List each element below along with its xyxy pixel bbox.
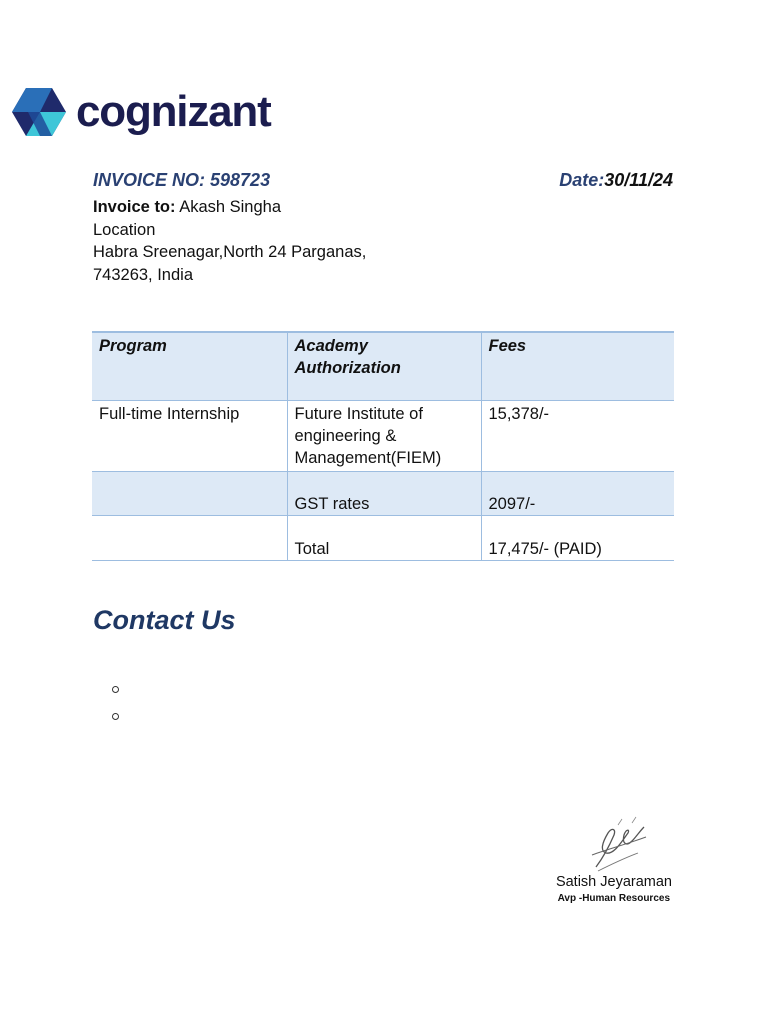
billing-address: [93, 196, 366, 287]
cell-program: [92, 471, 287, 515]
signatory-name: Satish Jeyaraman: [555, 874, 672, 890]
cell-fees: 2097/-: [481, 471, 674, 515]
circle-bullet-icon: [112, 686, 119, 693]
table-row: [92, 515, 674, 560]
cell-authorization: Future Institute of engineering & Management(FIEM): [287, 400, 481, 471]
header-program: Program: [92, 332, 287, 400]
cell-authorization: GST rates: [287, 471, 481, 515]
invoice-date-label: Date:: [559, 170, 605, 190]
cell-program: [92, 515, 287, 560]
table-row: [92, 471, 674, 515]
company-wordmark: cognizant: [76, 87, 271, 136]
table-header-row: [92, 332, 674, 400]
location-label: Location: [93, 220, 156, 239]
contact-list: [112, 676, 119, 730]
header-academy-authorization: Academy Authorization: [287, 332, 481, 400]
invoice-to-name: Akash Singha: [175, 198, 282, 216]
invoice-number: INVOICE NO: 598723: [93, 170, 271, 190]
cell-fees: 15,378/-: [481, 400, 674, 471]
company-logo: [10, 86, 271, 138]
cell-program: Full-time Internship: [92, 400, 287, 471]
list-item: [112, 676, 119, 703]
address-line-2: 743263, India: [93, 266, 194, 285]
signatory-role: Avp -Human Resources: [557, 893, 670, 904]
table-row: [92, 400, 674, 471]
signature-image: [588, 815, 650, 875]
cell-authorization: Total: [287, 515, 481, 560]
circle-bullet-icon: [112, 713, 119, 720]
address-line-1: Habra Sreenagar,North 24 Parganas,: [93, 243, 367, 262]
cell-fees: 17,475/- (PAID): [481, 515, 674, 560]
invoice-to-line: [93, 196, 366, 219]
invoice-to-label: Invoice to:: [93, 198, 176, 216]
header-fees: Fees: [481, 332, 674, 400]
cognizant-logo-icon: [10, 86, 68, 138]
invoice-date-value: 30/11/24: [604, 170, 673, 190]
fees-table: [92, 331, 674, 561]
list-item: [112, 703, 119, 730]
invoice-date: [559, 170, 673, 191]
contact-heading: Contact Us: [93, 605, 236, 635]
